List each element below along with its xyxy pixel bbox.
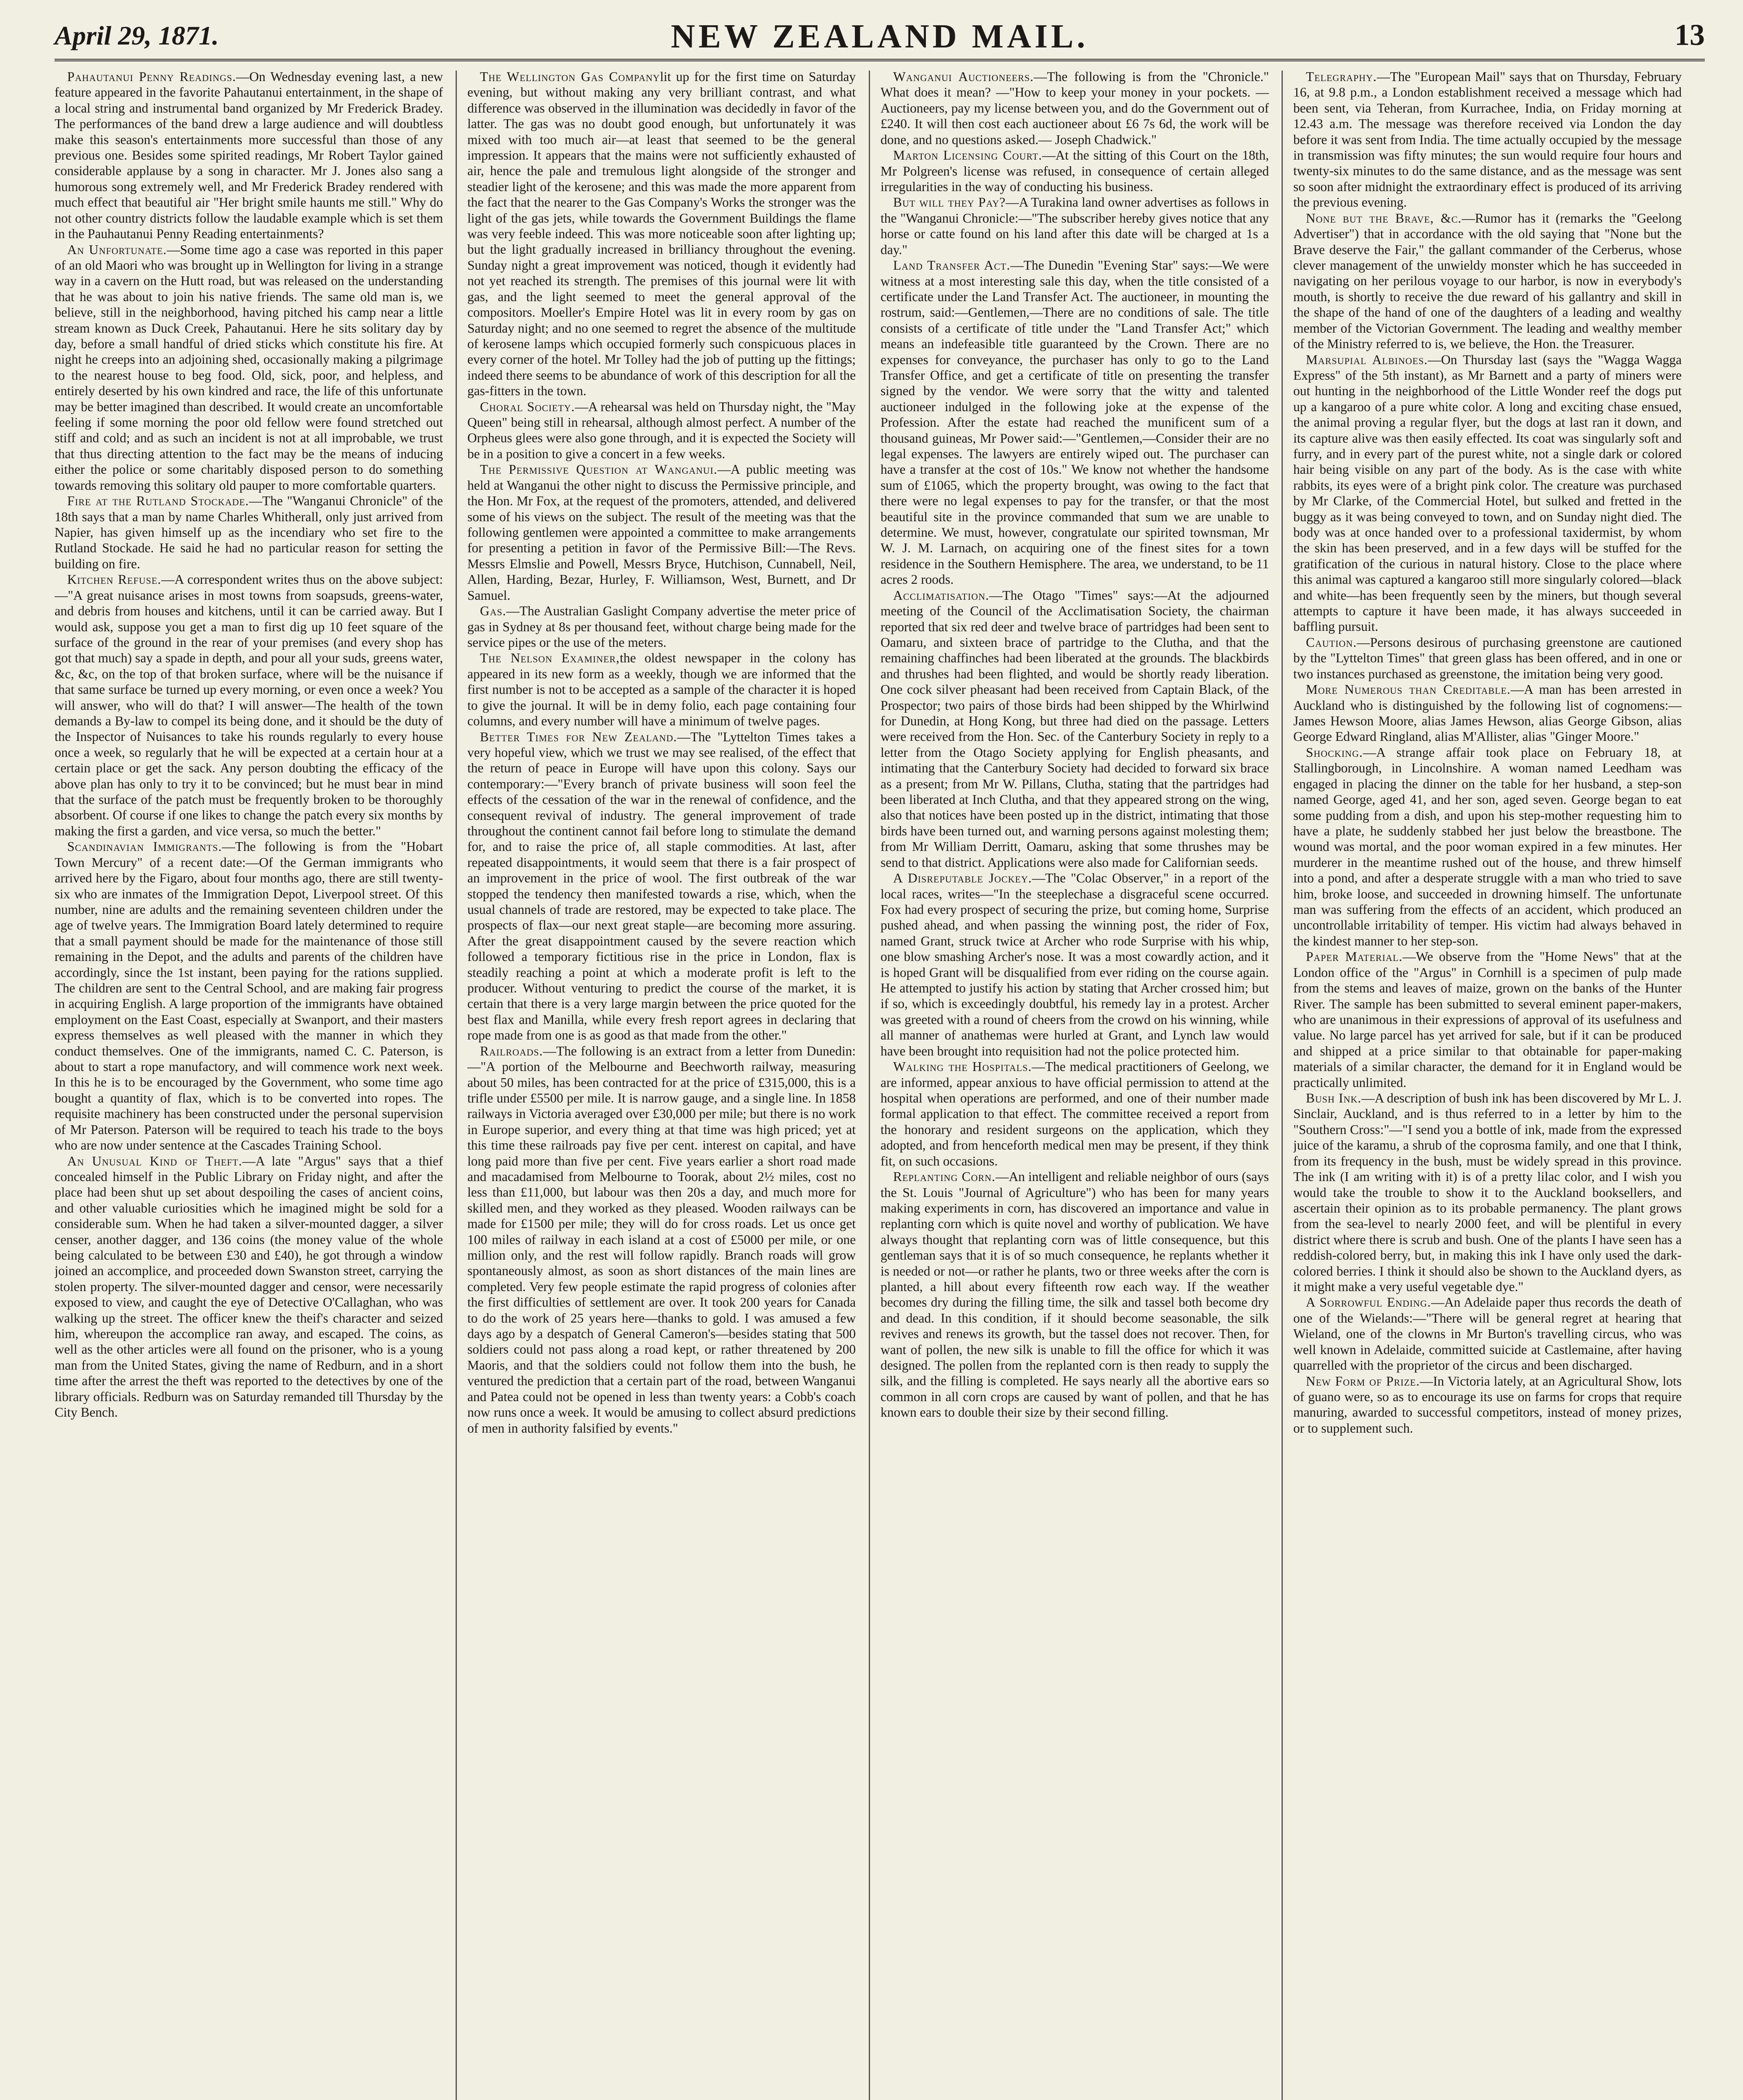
article — [55, 69, 443, 242]
article-heading: Choral Society. — [480, 399, 575, 414]
article-heading: Shocking. — [1306, 745, 1363, 760]
article — [1293, 635, 1682, 682]
article — [1293, 210, 1682, 352]
article-heading: Scandinavian Immigrants. — [67, 839, 222, 854]
article — [55, 493, 443, 572]
article-heading: Land Transfer Act. — [893, 258, 1011, 273]
article-heading: Paper Material. — [1306, 949, 1403, 964]
article-body: —The following is from the "Chronicle." What does it mean? —"How to keep your money in your pockets. —Auctioneers, pay my license between you, and do the Government out of £240. It will then cost each auctioneer about £6 7s 6d, the work will be done, and no questions asked.— Joseph Chadwick." — [881, 69, 1269, 147]
article-heading: Caution. — [1306, 635, 1357, 650]
article-body: —An Adelaide paper thus records the death of one of the Wielands:—"There will be general regret at hearing that Wieland, one of the clowns in Mr Burton's travelling circus, who was well known in Adelaide, committed suicide at Castlemaine, after having quarrelled with the proprietor of the circus and been discharged. — [1293, 1295, 1682, 1373]
article-heading: Walking the Hospitals. — [893, 1059, 1032, 1074]
article-heading: Gas. — [480, 604, 506, 619]
article — [55, 242, 443, 494]
article-body: —At the sitting of this Court on the 18th, Mr Polgreen's license was refused, in consequence of certain alleged irregularities in the way of conducting his business. — [881, 148, 1269, 194]
article — [881, 194, 1269, 257]
article — [467, 399, 856, 462]
article — [881, 870, 1269, 1059]
article-body: —A man has been arrested in Auckland who is distinguished by the following list of cognomens:—James Hewson Moore, alias James Hewson, alias George Gibson, alias George Edward Ringland, alias M'Allister, alias "Ginger Moore." — [1293, 682, 1682, 744]
article-body: —The following is from the "Hobart Town Mercury" of a recent date:—Of the German immigrants who arrived here by the Figaro, about four months ago, there are still twenty-six who are inmates of the Immigration Depot, Liverpool street. Of this number, nine are adults and the remaining seventeen children under the age of twelve years. The Immigration Board lately determined to require that a small payment should be made for the maintenance of those still remaining in the Depot, and the adults and parents of the children have accordingly, since the 1st instant, been paying for the rations supplied. The children are sent to the Central School, and are making fair progress in acquiring English. A large proportion of the immigrants have obtained employment on the East Coast, especially at Swanport, and their masters express themselves as well pleased with the manner in which they conduct themselves. One of the immigrants, named C. C. Paterson, is about to start a rope manufactory, and will commence work next week. In this he is to be encouraged by the Government, who some time ago bought a quantity of flax, which is to be converted into ropes. The requisite machinery has been constructed under the personal supervision of Mr Paterson. Paterson will be required to teach his trade to the boys who are now under sentence at the Cascades Training School. — [55, 839, 443, 1152]
article — [881, 588, 1269, 870]
article-body: —In Victoria lately, at an Agricultural Show, lots of guano were, so as to encourage its use on farms for crops that require manuring, awarded to successful competitors, instead of money prizes, or to supplement such. — [1293, 1373, 1682, 1436]
article-heading: Fire at the Rutland Stockade. — [67, 494, 249, 509]
article — [467, 603, 856, 650]
article-body: —An intelligent and reliable neighbor of ours (says the St. Louis "Journal of Agriculture") who has been for many years making experiments in corn, has discovered an importance and value in replanting corn which is quite novel and worthy of publication. We have always thought that replanting corn was of little consequence, but this gentleman says that it is of so much consequence, he replants whether it is needed or not—or rather he plants, two or three weeks after the corn is planted, a hill about every fifteenth row each way. If the weather becomes dry during the filling time, the silk and tassel both become dry and dead. In this condition, if it should become seasonable, the silk revives and renews its growth, but the tassel does not recover. Then, for want of pollen, the new silk is unable to fill the office for which it was designed. The pollen from the replanted corn is then ready to supply the silk, and the filling is completed. He says nearly all the abortive ears so common in all corn crops are caused by want of pollen, and that he has known ears to double their size by their second filling. — [881, 1169, 1269, 1420]
page-number: 13 — [1675, 18, 1705, 52]
article-body: —On Thursday last (says the "Wagga Wagga Express" of the 5th instant), as Mr Barnett and a party of miners were out hunting in the neighborhood of the Little Wonder reef the dogs put up a kangaroo of a pure white color. A long and exciting chase ensued, the animal proving a regular flyer, but the dogs at last ran it down, and its capture alive was then easily effected. Its coat was singularly soft and furry, and in every part of the purest white, not a single dark or colored hair being visible on any part of the body. As is the case with white rabbits, its eyes were of a bright pink color. The creature was purchased by Mr Clarke, of the Commercial Hotel, but sulked and fretted in the buggy as it was being conveyed to town, and on Sunday night died. The body was at once handed over to a professional taxidermist, by whom the skin has been preserved, and in a few days will be stuffed for the gratification of the curious in natural history. Close to the place where this animal was captured a kangaroo still more singularly colored—black and white—has been frequently seen by the miners, but though several attempts to capture it have been made, it has always succeeded in baffling pursuit. — [1293, 352, 1682, 634]
column-3 — [881, 69, 1269, 2100]
article-body: —A strange affair took place on February 18, at Stallingborough, in Lincolnshire. A woman named Leedham was engaged in placing the dinner on the table for her husband, a step-son named George, aged 41, and her son, aged seven. George began to eat some pudding from a dish, and upon his step-mother requesting him to have a plate, he suddenly stabbed her just below the breastbone. The wound was mortal, and the poor woman expired in a few minutes. Her murderer in the meantime rushed out of the house, and threw himself into a pond, and after a desperate struggle with a man who tried to save him, broke loose, and succeeded in drowning himself. The unfortunate man was suffering from the effects of an accident, which produced an uncontrollable irritability of temper. His victim had always behaved in the kindest manner to her step-son. — [1293, 745, 1682, 948]
article — [1293, 682, 1682, 745]
article-body: —We observe from the "Home News" that at the London office of the "Argus" in Cornhill is a specimen of pulp made from the stems and leaves of maize, grown on the banks of the Hunter River. The sample has been submitted to several eminent paper-makers, who are unanimous in their expressions of approval of its usefulness and value. No large parcel has yet arrived for sale, but if it can be produced and shipped at a price similar to that obtainable for paper-making materials of a similar character, the demand for it in England would be practically unlimited. — [1293, 949, 1682, 1090]
article-heading: Pahautanui Penny Readings. — [67, 69, 236, 84]
article-body: —Some time ago a case was reported in this paper of an old Maori who was brought up in Wellington for living in a strange way in a cavern on the Hutt road, but was released on the understanding that he was about to join his native friends. The same old man is, we believe, still in the neighborhood, having pitched his camp near a little stream known as Duck Creek, Pahautanui. Here he sits solitary day by day, before a small handful of dried sticks which constitute his fire. At night he creeps into an adjoining shed, occasionally making a pilgrimage to the nearest house to beg food. Old, sick, poor, and helpless, and entirely deserted by his own kindred and race, the life of this unfortunate may be better imagined than described. It would create an uncomfortable feeling if some morning the poor old fellow were found stretched out stiff and cold; and as such an incident is not at all improbable, we trust that thus directing attention to the fact may be the means of inducing either the police or some charitably disposed person to do something towards removing this solitary old pauper to more comfortable quarters. — [55, 242, 443, 493]
article — [467, 69, 856, 399]
article — [1293, 352, 1682, 635]
article-body: —Persons desirous of purchasing greenstone are cautioned by the "Lyttelton Times" that green glass has been offered, and in one or two instances purchased as greenstone, the imitation being very good. — [1293, 635, 1682, 681]
paper-title: NEW ZEALAND MAIL. — [671, 18, 1089, 55]
column-1 — [55, 69, 443, 2100]
article-body: —A description of bush ink has been discovered by Mr L. J. Sinclair, Auckland, and is thus referred to in a letter by him to the "Southern Cross:"—"I send you a bottle of ink, made from the expressed juice of the karamu, a shrub of the coprosma family, and one that I think, from its frequency in the bush, must be widely spread in this province. The ink (I am writing with it) is of a pretty lilac color, and I wish you would take the trouble to show it to the Auckland booksellers, and ascertain their opinion as to its probable permanency. The plant grows from the sea-level to nearly 2000 feet, and will be plentiful in every district where there is scrub and bush. One of the plants I have seen has a reddish-colored berry, but, in making this ink I have only used the dark-colored berries. I think it should also be shown to the Auckland dyers, as it might make a very useful vegetable dye." — [1293, 1091, 1682, 1294]
article-heading: Replanting Corn. — [893, 1169, 996, 1184]
article — [1293, 1373, 1682, 1436]
article-body: —The Otago "Times" says:—At the adjourned meeting of the Council of the Acclimatisation Society, the chairman reported that six red deer and twelve brace of partridges had been sent to Oamaru, and sixteen brace of partridge to the Clutha, and that the remaining chaffinches had been liberated at the grounds. The blackbirds and thrushes had been flighted, and would be shortly ready liberation. One cock silver pheasant had been received from Captain Black, of the Prospector; two pairs of those birds had been shipped by the Whirlwind for Dunedin, at Hong Kong, but three had died on the passage. Letters were received from the Hon. Sec. of the Canterbury Society in reply to a letter from the Otago Society applying for English pheasants, and intimating that the Canterbury Society had decided to forward six brace as a present; from Mr W. Pillans, Clutha, stating that the partridges had been liberated at Inch Clutha, and that they appeared strong on the wing, also that notices have been posted up in the district, intimating that those birds have been turned out, and warning persons against molesting them; from Mr William Derritt, Oamaru, asking that some thrushes may be send to that district. Applications were also made for Californian seeds. — [881, 588, 1269, 870]
article — [55, 572, 443, 839]
article-heading: Marsupial Albinoes. — [1306, 352, 1428, 367]
article-heading: The Wellington Gas Company — [480, 69, 660, 84]
article — [1293, 69, 1682, 210]
article — [467, 729, 856, 1043]
article — [881, 257, 1269, 588]
article-body: —The medical practitioners of Geelong, we are informed, appear anxious to have official permission to attend at the hospital when operations are performed, and one of their number made formal application to that effect. The committee received a report from the honorary and resident surgeons on the application, which they adopted, and from henceforth medical men may be present, if they think fit, on such occasions. — [881, 1059, 1269, 1168]
article-heading: A Sorrowful Ending. — [1306, 1295, 1431, 1310]
article-heading: Marton Licensing Court. — [893, 148, 1043, 163]
column-2 — [467, 69, 856, 2100]
article-body: lit up for the first time on Saturday evening, but without making any very brilliant contrast, and what difference was observed in the illumination was decidedly in favor of the latter. The gas was no doubt good enough, but unfortunately it was mixed with too much air—at least that seemed to be the general impression. It appears that the mains were not sufficiently exhausted of air, hence the pale and tremulous light alongside of the stronger and steadier light of the kerosene; and this was made the more apparent from the fact that the nearer to the Gas Company's Works the stronger was the light of the gas jets, while towards the Government Buildings the flame was very feeble indeed. This was more noticeable soon after lighting up; but the light gradually increased in brilliancy throughout the evening. Sunday night a great improvement was noticed, though it evidently had not yet reached its strength. The premises of this journal were lit with gas, and the light seemed to meet the general approval of the compositors. Moeller's Empire Hotel was lit in every room by gas on Saturday night; and no one seemed to regret the absence of the multitude of kerosene lamps which occupied formerly such conspicuous places in every corner of the hotel. Mr Tolley had the job of putting up the fittings; indeed there seems to be abundance of work of this description for all the gas-fitters in the town. — [467, 69, 856, 399]
article-heading: Better Times for New Zealand. — [480, 729, 677, 744]
article-heading: An Unfortunate. — [67, 242, 167, 257]
article — [881, 1169, 1269, 1420]
article-body: —A Turakina land owner advertises as follows in the "Wanganui Chronicle:—"The subscriber hereby gives notice that any horse or catte found on his land after this date will be charged at 1s a day." — [881, 195, 1269, 257]
article-heading: None but the Brave, &c. — [1306, 210, 1462, 226]
article — [55, 1153, 443, 1420]
article-heading: Bush Ink. — [1306, 1091, 1362, 1106]
article-body: —On Wednesday evening last, a new feature appeared in the favorite Pahautanui entertainment, in the shape of a local string and instrumental band organized by Mr Frederick Bradey. The performances of the band drew a large audience and will doubtless make this season's entertainments more successful than those of any previous one. Besides some spirited readings, Mr Robert Taylor gained considerable applause by a song in character. Mr J. Jones also sang a humorous song extremely well, and Mr Frederick Bradey rendered with much effect that beautiful air "Her bright smile haunts me still." Why do not other country districts follow the laudable example which is set them in the Pauhautanui Penny Reading entertainments? — [55, 69, 443, 242]
column-rule — [1282, 71, 1283, 2100]
article-heading: The Nelson Examiner, — [480, 651, 620, 666]
article-body: —Rumor has it (remarks the "Geelong Advertiser") that in accordance with the old saying that "None but the Brave deserve the Fair," the gallant commander of the Cerberus, whose clever management of the unwieldy monster which he has succeeded in navigating on her perilous voyage to our harbor, is now in everybody's mouth, is shortly to receive the due reward of his gallantry and skill in the shape of the hand of one of the daughters of a leading and wealthy member of the Victorian Government. The leading and wealthy member of the Ministry referred to is, we believe, the Hon. the Treasurer. — [1293, 210, 1682, 351]
article-body: —The following is an extract from a letter from Dunedin:—"A portion of the Melbourne and Beechworth railway, measuring about 50 miles, has been contracted for at the price of £315,000, this is a trifle under £5500 per mile. It is narrow gauge, and a single line. In 1858 railways in Victoria averaged over £30,000 per mile; but there is no work in Europe superior, and every thing at that time was high priced; yet at this time these railroads pay five per cent. interest on capital, and have long paid more than five per cent. Five years earlier a short road made and macadamised from Melbourne to Toorak, about 2½ miles, cost no less than £11,000, but labour was then 20s a day, and much more for skilled men, and they worked as they pleased. Wooden railways can be made for £1500 per mile; they will do for cross roads. Let us once get 100 miles of railway in each island at a cost of £5000 per mile, or one million only, and the rest will follow rapidly. Branch roads will grow spontaneously almost, as soon as short distances of the main lines are completed. Very few people estimate the rapid progress of colonies after the first difficulties of settlement are over. It took 200 years for Canada to do the work of 25 years here—thanks to gold. I was amused a few days ago by a despatch of General Cameron's—besides stating that 500 soldiers could not pass along a road kept, or rather threatened by 200 Maoris, and that the soldiers could not follow them into the bush, he ventured the prediction that a certain part of the road, between Wanganui and Patea could not be opened in less than twenty years: a Cobb's coach now runs once a week. It would be amusing to collect absurd predictions of men in authority falsified by events." — [467, 1043, 856, 1436]
article-body: —The "European Mail" says that on Thursday, February 16, at 9.8 p.m., a London establishment received a message which had been sent, via Teheran, from Kurrachee, India, on Friday morning at 12.43 a.m. The message was therefore received via London the day before it was sent from India. The time actually occupied by the message in transmission was fifty minutes; the sun would require four hours and twenty-six minutes to do the same distance, and as the message was sent so soon after midnight the extraordinary effect is produced of its arriving the previous evening. — [1293, 69, 1682, 210]
issue-date: April 29, 1871. — [55, 21, 219, 50]
article — [467, 462, 856, 603]
article — [55, 839, 443, 1153]
article-body: —A rehearsal was held on Thursday night, the "May Queen" being still in rehearsal, although almost perfect. A number of the Orpheus glees were also gone through, and it is expected the Society will be in a position to give a concert in a few weeks. — [467, 399, 856, 461]
article-body: —The "Lyttelton Times takes a very hopeful view, which we trust we may see realised, of the effect that the return of peace in Europe will have upon this colony. Says our contemporary:—"Every branch of private business will soon feel the effects of the cessation of the war in the renewal of confidence, and the consequent revival of industry. The general improvement of trade throughout the continent cannot fail before long to stimulate the demand for, and to raise the price of, all staple commodities. At last, after repeated disappointments, it would seem that there is a fair prospect of an improvement in the price of wool. The first outbreak of the war stopped the tendency then manifested towards a rise, which, when the usual channels of trade are restored, may be expected to take place. The prospects of flax—our next great staple—are becoming more assuring. After the great disappointment caused by the severe reaction which followed a temporary fictitious rise in the price in London, flax is steadily reaching a point at which a moderate profit is left to the producer. Without venturing to predict the course of the market, it is certain that there is a very large margin between the price quoted for the best flax and Manilla, while every fresh report agrees in declaring that rope made from one is as good as that made from the other." — [467, 729, 856, 1043]
article — [1293, 949, 1682, 1090]
masthead — [55, 12, 1705, 61]
article-heading: A Disreputable Jockey. — [893, 871, 1032, 886]
article-body: —The Australian Gaslight Company advertise the meter price of gas in Sydney at 8s per thousand feet, without charge being made for the service pipes or the use of the meters. — [467, 604, 856, 650]
article-heading: Telegraphy. — [1306, 69, 1377, 84]
article-body: —A late "Argus" says that a thief concealed himself in the Public Library on Friday night, and after the place had been shut up set about despoiling the cases of ancient coins, and other valuable curiosities which he imagined might be sold for a considerable sum. When he had taken a silver-mounted dagger, a silver censer, another dagger, and 136 coins (the money value of the whole being calculated to be between £30 and £40), he got through a window joined an accomplice, and proceeded down Swanston street, carrying the stolen property. The silver-mounted dagger and censor, were necessarily exposed to view, and caught the eye of Detective O'Callaghan, who was walking up the street. The officer knew the theif's character and seized him, whereupon the accomplice ran away, and escaped. The coins, as well as the other articles were all found on the prisoner, who is a young man from the United States, giving the name of Redburn, and in a short time after the arrest the theft was reported to the detectives by one of the library officials. Redburn was on Saturday remanded till Thursday by the City Bench. — [55, 1153, 443, 1420]
article — [1293, 745, 1682, 949]
article-body: —The Dunedin "Evening Star" says:—We were witness at a most interesting sale this day, when the title consisted of a certificate under the Land Transfer Act. The auctioneer, in mounting the rostrum, said:—Gentlemen,—There are no conditions of sale. The title consists of a certificate of title under the "Land Transfer Act;" which means an indefeasible title guaranteed by the Crown. There are no expenses for conveyance, the purchaser has only to go to the Land Transfer Office, and get a certificate of title on presenting the transfer signed by the vendor. We were sorry that the witty and talented auctioneer indulged in the following joke at the expense of the Profession. After the estate had reached the munificent sum of a thousand guineas, Mr Power said:—"Gentlemen,—Consider their are no legal expenses. The lawyers are entirely wiped out. The purchaser can have a transfer at the cost of 10s." We know not whether the handsome sum of £1065, which the property brought, was owing to the fact that there were no legal expenses to pay for the transfer, or that the most beautiful site in the province commanded that sum we are unable to determine. We must, however, congratulate our spirited townsman, Mr W. J. M. Larnach, on acquiring one of the finest sites for a town residence in the Southern Hemisphere. The area, we understand, to be 11 acres 2 roods. — [881, 258, 1269, 587]
article-body: —A correspondent writes thus on the above subject:—"A great nuisance arises in most towns from soapsuds, greens-water, and debris from houses and kitchens, until it can be carried away. But I would ask, suppose you get a man to first dig up 10 feet square of the surface of the ground in the rear of your premises (and every shop has got that much) say a spade in depth, and pour all your suds, greens water, &c, &c, on the top of that broken surface, where will be the nuisance if that same surface be turned up every morning, or even once a week? You will answer, who will do that? I will answer—The health of the town demands a By-law to compel its being done, and it should be the duty of the Inspector of Nuisances to take his rounds regularly to every house once a week, so regularly that he will be expected at a certain hour at a certain place or get the sack. Any person doubting the efficacy of the above plan has only to try it to be convinced; but he must bear in mind that the surface of the patch must be frequently broken to be thoroughly absorbent. Of course if one likes to change the patch every six months by making the first a garden, and vice versa, so much the better." — [55, 572, 443, 838]
article-body: —A public meeting was held at Wanganui the other night to discuss the Permissive principle, and the Hon. Mr Fox, at the request of the promoters, attended, and delivered some of his views on the subject. The result of the meeting was that the following gentlemen were appointed a committee to make arrangements for presenting a petition in favor of the Permissive Bill:—The Revs. Messrs Elmslie and Powell, Messrs Bryce, Hutchison, Cunnabell, Neil, Allen, Harding, Bezar, Hurley, F. Williamson, West, Burnett, and Dr Samuel. — [467, 462, 856, 603]
article — [881, 1059, 1269, 1169]
article-heading: Wanganui Auctioneers. — [893, 69, 1034, 84]
article-body: —The "Wanganui Chronicle" of the 18th says that a man by name Charles Whitherall, only just arrived from Napier, has given himself up as the incendiary who set fire to the Rutland Stockade. He said he had no particular reason for setting the building on fire. — [55, 494, 443, 571]
article — [1293, 1294, 1682, 1373]
article-body: —The "Colac Observer," in a report of the local races, writes—"In the steeplechase a disgraceful scene occurred. Fox had every prospect of securing the prize, but coming home, Surprise pushed ahead, and when passing the winning post, the rider of Fox, named Grant, struck twice at Archer who rode Surprise with his whip, one blow smashing Archer's nose. It was a most cowardly action, and it is hoped Grant will be disqualified from ever riding on the course again. He attempted to justify his action by stating that Archer crossed him; but if so, which is exceedingly doubtful, his remedy lay in a protest. Archer was greeted with a round of cheers from the crowd on his winning, while all manner of anathemas were hurled at Grant, and Lynch law would have been brought into requisition had not the police protected him. — [881, 871, 1269, 1058]
article-heading: The Permissive Question at Wanganui. — [480, 462, 718, 477]
article — [1293, 1090, 1682, 1294]
article — [881, 69, 1269, 147]
article — [467, 650, 856, 729]
article-heading: But will they Pay? — [893, 195, 1006, 210]
article-heading: More Numerous than Creditable. — [1306, 682, 1511, 697]
article — [881, 147, 1269, 194]
article — [467, 1043, 856, 1436]
column-4 — [1293, 69, 1682, 2100]
article-heading: Railroads. — [480, 1043, 543, 1058]
article-heading: New Form of Prize. — [1306, 1373, 1420, 1389]
column-rule — [456, 71, 457, 2100]
column-rule — [869, 71, 870, 2100]
article-heading: Kitchen Refuse. — [67, 572, 162, 587]
article-body: the oldest newspaper in the colony has appeared in its new form as a weekly, though we are informed that the first number is not to be accepted as a sample of the character it is hoped to give the journal. It will be in demy folio, each page containing four columns, and every number will have a minimum of twelve pages. — [467, 651, 856, 729]
article-heading: An Unusual Kind of Theft. — [67, 1153, 242, 1168]
article-heading: Acclimatisation. — [893, 588, 989, 603]
